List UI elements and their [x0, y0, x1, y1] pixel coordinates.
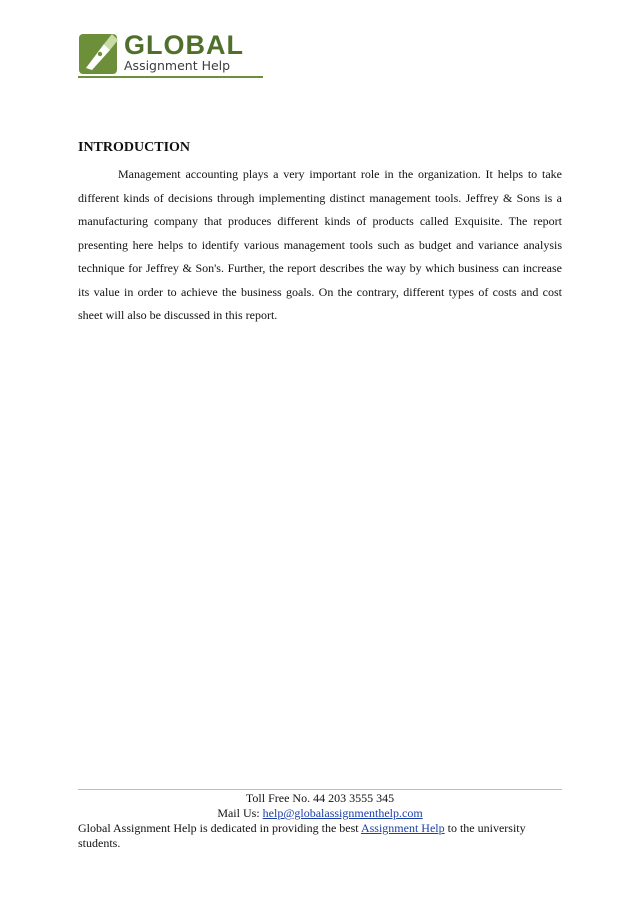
footer	[78, 791, 562, 851]
logo-underline	[78, 76, 263, 78]
mail-line	[78, 806, 562, 821]
footer-note-prefix: Global Assignment Help is dedicated in providing the best	[78, 821, 361, 835]
toll-free-line: Toll Free No. 44 203 3555 345	[245, 791, 395, 805]
mail-link[interactable]: help@globalassignmenthelp.com	[262, 806, 423, 820]
mail-label: Mail Us:	[217, 806, 263, 820]
assignment-help-link[interactable]: Assignment Help	[360, 821, 445, 835]
footer-note	[78, 821, 562, 851]
footer-divider	[78, 789, 562, 790]
intro-paragraph: Management accounting plays a very important role in the organization. It helps to take different kinds of decisions through implementing distinct management tools. Jeffrey & Sons is a manufacturing company that produces different kinds of products called Exquisite. The report presenting here helps to identify various management tools such as budget and variance analysis technique for Jeffrey & Son's. Further, the report describes the way by which business can increase its value in order to achieve the business goals. On the contrary, different types of costs and cost sheet will also be discussed in this report.	[78, 167, 562, 322]
pen-nib-logo-icon	[78, 30, 120, 76]
logo-brand: GLOBAL	[124, 30, 244, 60]
footer-note-suffix: to the university students.	[78, 821, 526, 850]
logo-tagline: Assignment Help	[124, 58, 231, 73]
section-heading: INTRODUCTION	[78, 140, 191, 155]
intro-body	[78, 163, 562, 328]
logo	[78, 30, 263, 78]
